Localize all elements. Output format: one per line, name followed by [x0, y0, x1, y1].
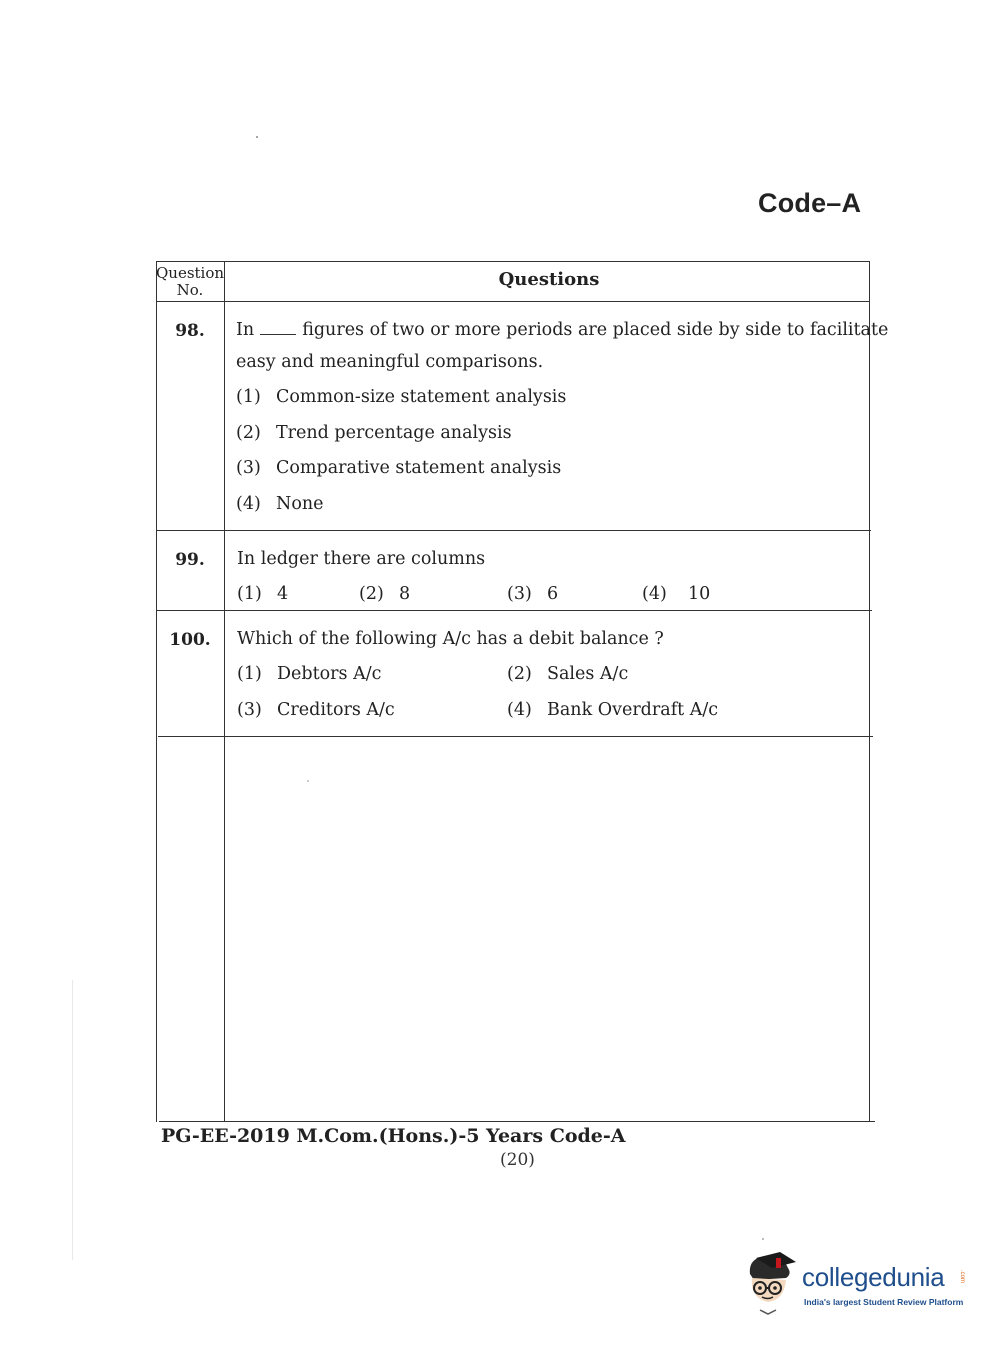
scan-speck [762, 1238, 764, 1240]
option-99-3 [507, 584, 558, 604]
stem-before-blank: In [236, 320, 255, 340]
option-number: (3) [236, 458, 261, 478]
option-text: Creditors A/c [277, 700, 395, 720]
option-100-2 [507, 664, 628, 684]
logo-wordmark: collegedunia [802, 1262, 945, 1292]
option-number: (2) [236, 423, 261, 443]
header-question-no [156, 265, 224, 299]
option-number: (1) [236, 387, 261, 407]
question-number-98: 98. [175, 321, 205, 341]
header-no-label: No. [176, 281, 204, 299]
option-98-2 [236, 423, 512, 443]
row-divider-98 [157, 530, 871, 531]
option-text: 6 [547, 584, 559, 604]
option-number: (4) [507, 700, 532, 720]
table-border-top [156, 261, 870, 262]
paper-code: Code–A [758, 188, 862, 218]
option-100-1 [237, 664, 381, 684]
stem-after-blank: figures of two or more periods are placed side by side to facilitate [302, 320, 889, 340]
scan-edge-line [72, 980, 73, 1260]
header-divider [156, 301, 870, 302]
mascot-icon [742, 1250, 804, 1322]
option-text: Debtors A/c [277, 664, 382, 684]
option-text: Bank Overdraft A/c [547, 700, 719, 720]
option-number: (4) [236, 494, 261, 514]
option-100-4 [507, 700, 718, 720]
row-divider-99 [157, 610, 872, 611]
option-text: Sales A/c [547, 664, 629, 684]
option-98-1 [236, 387, 566, 407]
table-border-right [869, 261, 870, 1122]
option-100-3 [237, 700, 395, 720]
page-number: (20) [500, 1150, 535, 1170]
table-border-bottom [159, 1121, 875, 1122]
question-stem-98-line2: easy and meaningful comparisons. [236, 352, 544, 372]
option-98-4 [236, 494, 323, 514]
table-border-left [156, 261, 157, 1122]
question-stem-100: Which of the following A/c has a debit balance ? [237, 629, 664, 649]
question-stem-99: In ledger there are columns [237, 549, 486, 569]
option-text: None [276, 494, 324, 514]
option-99-2 [359, 584, 410, 604]
question-table [156, 261, 889, 1123]
option-98-3 [236, 458, 561, 478]
option-number: (2) [359, 584, 384, 604]
option-number: (2) [507, 664, 532, 684]
header-questions: Questions [498, 269, 600, 290]
question-number-100: 100. [169, 630, 211, 650]
option-number: (4) [642, 584, 667, 604]
footer-title: PG-EE-2019 M.Com.(Hons.)-5 Years Code-A [161, 1125, 626, 1147]
option-text: Comparative statement analysis [276, 458, 562, 478]
option-text: Trend percentage analysis [276, 423, 512, 443]
option-text: 10 [688, 584, 711, 604]
scan-speck [307, 780, 309, 782]
option-text: Common-size statement analysis [276, 387, 567, 407]
fill-blank [260, 333, 296, 335]
option-number: (3) [237, 700, 262, 720]
question-stem-98 [236, 320, 888, 340]
column-divider [224, 261, 225, 1122]
option-99-4 [642, 584, 710, 604]
option-text: 8 [399, 584, 411, 604]
option-number: (1) [237, 584, 262, 604]
option-99-1 [237, 584, 288, 604]
logo-domain: .com [959, 1270, 965, 1284]
option-number: (3) [507, 584, 532, 604]
option-text: 4 [277, 584, 289, 604]
scan-speck [256, 136, 258, 138]
option-number: (1) [237, 664, 262, 684]
question-number-99: 99. [175, 550, 205, 570]
header-question-label: Question [156, 264, 225, 282]
row-divider-100 [158, 736, 873, 737]
collegedunia-logo[interactable] [742, 1250, 972, 1322]
logo-tagline: India's largest Student Review Platform [804, 1297, 964, 1307]
